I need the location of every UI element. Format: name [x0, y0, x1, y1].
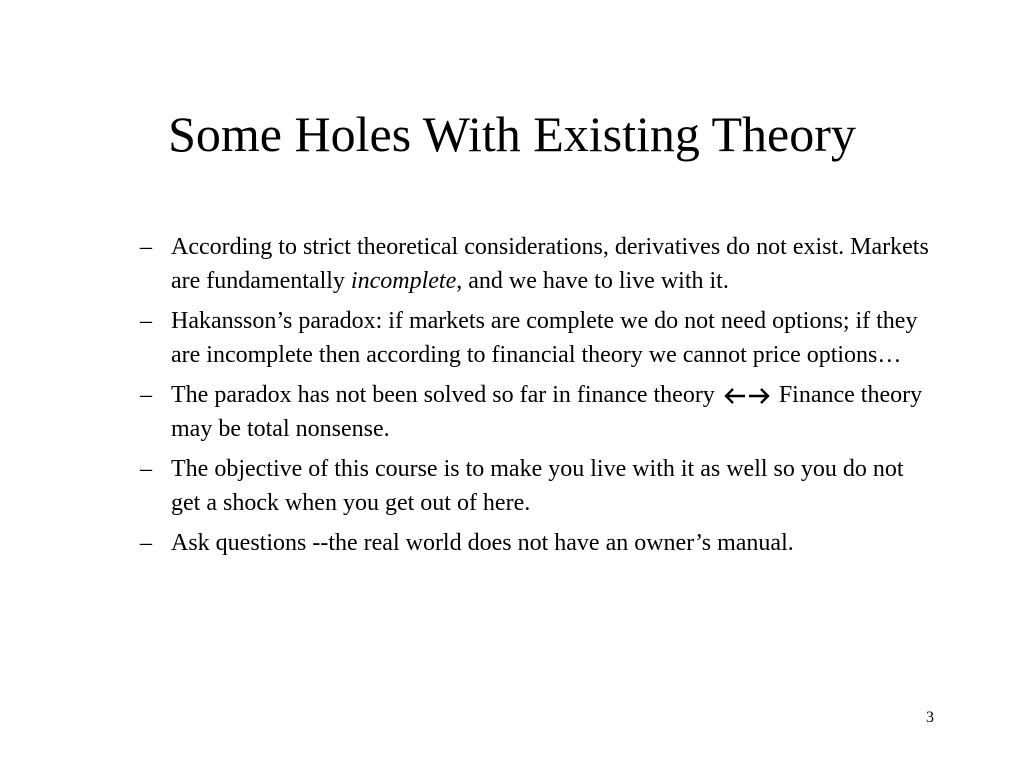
- bullet-dash: –: [140, 234, 152, 260]
- bullet-item-3: [136, 378, 936, 446]
- bullet-item-5: [136, 526, 936, 560]
- bullet-text-part: The paradox has not been solved so far in finance theory: [171, 382, 721, 408]
- bullet-text-part: According to strict theoretical considerations, derivatives do not exist. Markets are fundamentally: [171, 234, 929, 294]
- bullet-text: Ask questions --the real world does not have an owner’s manual.: [171, 530, 794, 556]
- bullet-text: Hakansson’s paradox: if markets are complete we do not need options; if they are incomplete then according to financial theory we cannot price options…: [171, 308, 918, 368]
- bullet-dash: –: [140, 382, 152, 408]
- emphasis-text: incomplete: [350, 268, 457, 294]
- bullet-dash: –: [140, 530, 152, 556]
- left-right-arrows-icon: [723, 386, 773, 406]
- bullet-text: The objective of this course is to make you live with it as well so you do not get a shock when you get out of here.: [171, 456, 904, 516]
- bullet-text-part: , and we have to live with it.: [456, 268, 729, 294]
- bullet-item-4: [136, 452, 936, 520]
- bullet-text-part: Finance theory may be total nonsense.: [171, 382, 923, 442]
- bullet-list: [136, 230, 936, 566]
- bullet-dash: –: [140, 456, 152, 482]
- bullet-dash: –: [140, 308, 152, 334]
- slide-title: Some Holes With Existing Theory: [168, 106, 856, 162]
- bullet-item-2: [136, 304, 936, 372]
- bullet-item-1: [136, 230, 936, 298]
- page-number: 3: [926, 709, 934, 726]
